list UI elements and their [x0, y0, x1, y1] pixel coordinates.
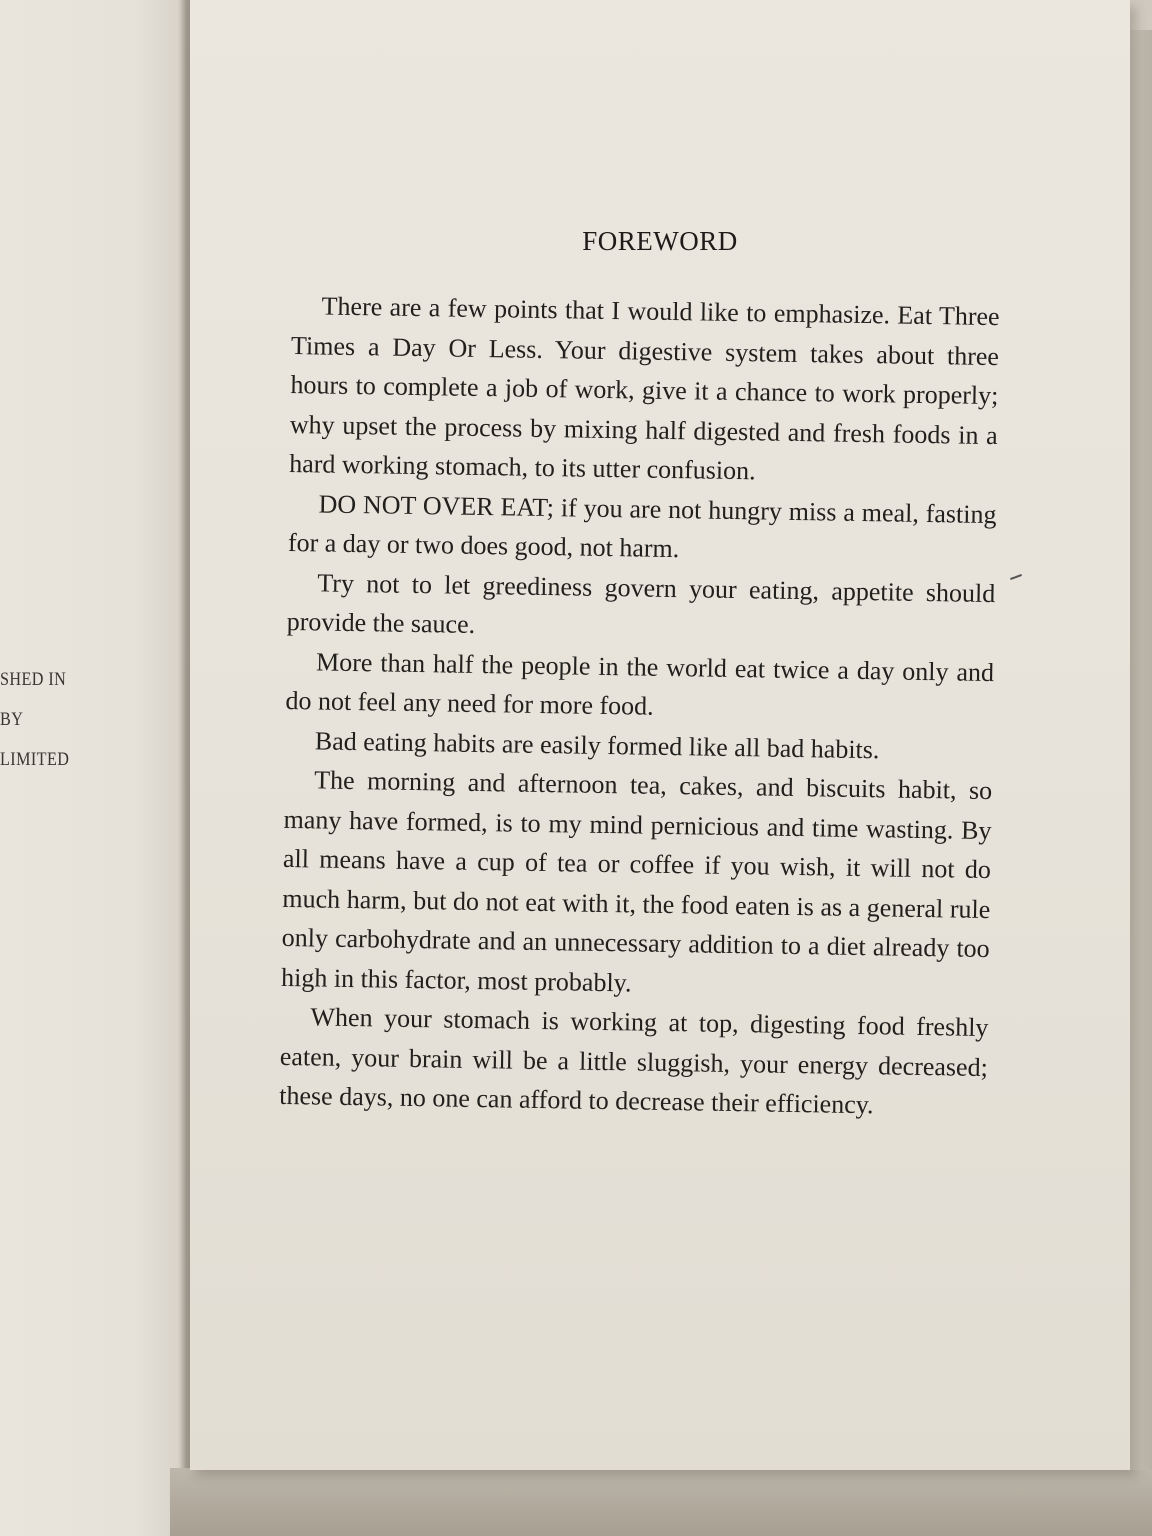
left-fragment: SHED IN — [0, 669, 67, 690]
page-bottom-shadow — [170, 1468, 1152, 1536]
paragraph: Bad eating habits are easily formed like all bad habits. — [314, 725, 880, 764]
left-fragment: BY — [0, 709, 24, 730]
page-edge — [1128, 30, 1152, 1470]
paragraph: The morning and afternoon tea, cakes, and biscuits habit, so many have formed, is to my mind pernicious and time wasting. By all means have a cup of tea or coffee if you wish, it will not do much harm, but do not eat with it, the food eaten is as a general rule only carbohydrate and an unnecessary addition to a diet already too high in this factor, most probably. — [280, 765, 993, 997]
left-fragment: LIMITED — [0, 749, 70, 770]
page-title: FOREWORD — [582, 226, 738, 256]
left-page — [0, 0, 190, 1536]
left-page-text-fragments — [0, 666, 102, 786]
paragraph: DO NOT OVER EAT; if you are not hungry miss a meal, fasting for a day or two does good, not harm. — [287, 488, 997, 564]
paragraph: Try not to let greediness govern your eating, appetite should provide the sauce. — [286, 567, 996, 639]
paragraph: When your stomach is working at top, digesting food freshly eaten, your brain will be a little sluggish, your energy decreased; these days, no one can afford to decrease their efficiency. — [279, 1002, 989, 1120]
paragraph: More than half the people in the world eat twice a day only and do not feel any need for more food. — [285, 646, 995, 721]
paragraph: There are a few points that I would like to emphasize. Eat Three Times a Day Or Less. Your digestive system takes about three hours to complete a job of work, give it a chance to work properly; why upset the process by mixing half digested and fresh foods in a hard working stomach, to its utter confusion. — [288, 291, 1000, 486]
foreword-body — [279, 286, 1000, 1127]
